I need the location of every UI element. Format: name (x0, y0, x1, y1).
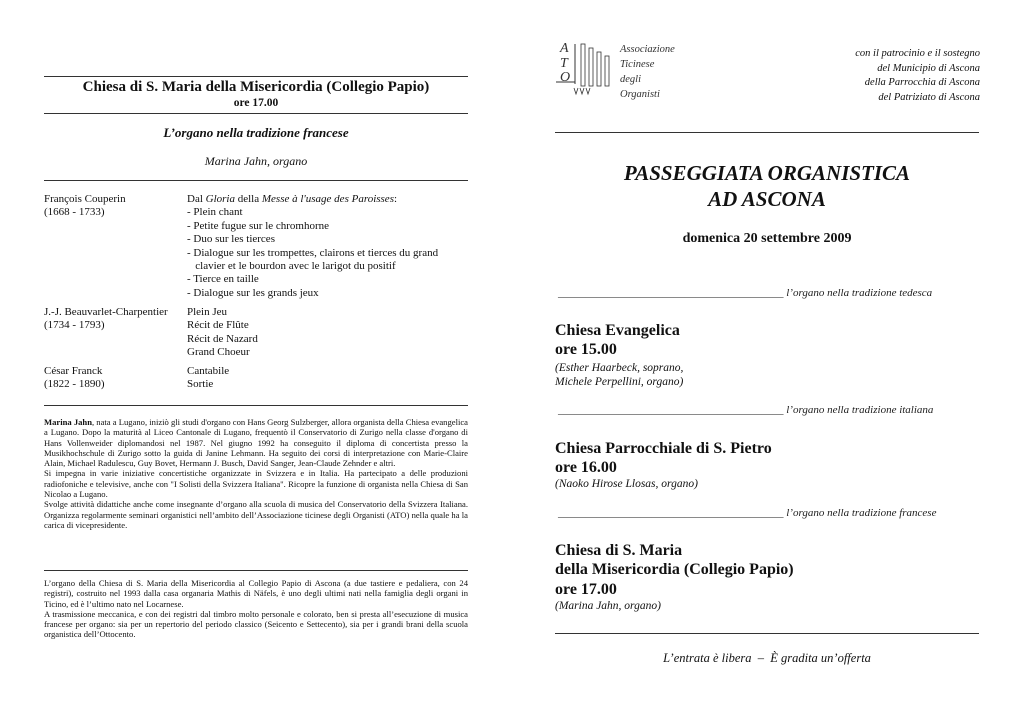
performer-biography (44, 417, 468, 530)
bio-name: Marina Jahn (44, 417, 92, 427)
bio-paragraph: Svolge attività didattiche anche come insegnante d’organo alla scuola di musica del Conservatorio della Svizzera Italiana. Organizza regolarmente seminari organistici nell’ambito dell’Associazione ticinese degli Organisti (ATO) nella quale ha la carica di vicepresidente. (44, 499, 468, 530)
tradition-label: _________________________________________ l’organo nella tradizione tedesca (558, 287, 933, 299)
composer-name: César Franck (44, 365, 103, 377)
piece: Cantabile (187, 365, 230, 377)
composer-dates: (1822 - 1890) (44, 378, 105, 391)
rule (44, 180, 468, 181)
tradition-label: _________________________________________ l’organo nella tradizione italiana (558, 404, 934, 416)
organ-note-paragraph: L’organo della Chiesa di S. Maria della Misericordia al Collegio Papio di Ascona (a due tastiere e pedaliera, con 24 registri), costruito nel 1993 dalla casa organaria Mathis di Näfels, è uno degli ultimi nati nella famiglia degli organi in Ticino, ed è l’ultimo nato nel Locarnese. (44, 578, 468, 609)
piece: Plein Jeu (187, 306, 228, 318)
concert-title: della Misericordia (Collegio Papio) (555, 561, 794, 578)
piece-intro: Dal Gloria della Messe à l'usage des Paroisses: (187, 193, 398, 205)
concert-title: Chiesa di S. Maria (555, 542, 683, 559)
rule (44, 570, 468, 571)
footer-note: L’entrata è libera – È gradita un’offerta (663, 651, 871, 665)
concert-time: ore 17.00 (555, 581, 617, 598)
piece: - Petite fugue sur le chromhorne (187, 219, 330, 232)
rule (44, 405, 468, 406)
concert-performers: (Marina Jahn, organo) (555, 600, 661, 612)
tradition-label: _________________________________________ l’organo nella tradizione francese (558, 507, 937, 519)
top-rule (44, 76, 468, 77)
rule (44, 113, 468, 114)
concert-performers: (Naoko Hirose Llosas, organo) (555, 478, 698, 490)
ato-logo (555, 42, 685, 108)
piece: - Dialogue sur les trompettes, clairons et tierces du grand (187, 246, 439, 259)
bio-paragraph: Si impegna in varie iniziative concertistiche organizzate in Svizzera e in Italia. Ha partecipato a delle produzioni radiofoniche e televisive, anche con "I Solisti della Svizzera Italiana". Ricopre la funzione di organista nella Chiesa di San Nicolao a Lugano. (44, 468, 468, 500)
piece: Grand Choeur (187, 346, 250, 359)
piece: - Tierce en taille (187, 273, 259, 286)
event-date: domenica 20 settembre 2009 (682, 231, 852, 246)
concert-title: Chiesa Evangelica (555, 322, 680, 339)
event-title: PASSEGGIATA ORGANISTICA AD ASCONA (623, 161, 911, 211)
composer-dates: (1668 - 1733) (44, 206, 105, 219)
organ-note (44, 578, 468, 640)
composer-name: J.-J. Beauvarlet-Charpentier (44, 306, 168, 318)
patronage: con il patrocinio e il sostegno del Municipio di Ascona della Parrocchia di Ascona del Patriziato di Ascona (855, 48, 980, 103)
organ-note-paragraph: A trasmissione meccanica, e con dei registri dal timbro molto personale e colorato, ben si presta all’esecuzione di musica francese per organo: sia per un repertorio del periodo classico (Seicento e Settecento), sia per i grandi brani della scuola organistica dell’Ottocento. (44, 608, 468, 640)
bio-text: , nata a Lugano, iniziò gli studi d'organo con Hans Georg Sulzberger, allora organista della Chiesa evangelica a Lugano. Dopo la maturità al Liceo Cantonale di Lugano, frequentò il Conservatorio di Zurigo nella classe d'organo di Hans Vollenweider diplomandosi nel 1987. Nel giugno 1992 ha conseguito il diploma di concertista presso la Musikhochschule di Zurigo sotto la guida di Janine Lehmann. Ha seguito dei corsi di interpretazione con Marie-Claire Alain, Michael Radulescu, Guy Bovet, Hermann J. Busch, David Sanger, Jean-Claude Zehnder e altri. (44, 417, 468, 469)
organ-pipes-icon (555, 42, 619, 102)
concert-theme: L’organo nella tradizione francese (163, 125, 349, 140)
concert-performers: (Esther Haarbeck, soprano, (555, 362, 684, 374)
logo-letters: A T O (560, 41, 571, 85)
composer-name: François Couperin (44, 193, 126, 205)
piece: - Plein chant (187, 206, 243, 219)
composer-dates: (1734 - 1793) (44, 319, 105, 332)
piece: clavier et le bourdon avec le larigot du positif (187, 260, 396, 273)
piece: - Dialogue sur les grands jeux (187, 286, 319, 299)
concert-time: ore 17.00 (233, 97, 279, 109)
rule (555, 132, 979, 133)
performer: Marina Jahn, organo (204, 154, 308, 168)
concert-time: ore 15.00 (555, 341, 617, 358)
piece: Récit de Flûte (187, 319, 249, 332)
piece: Récit de Nazard (187, 332, 258, 345)
concert-title: Chiesa Parrocchiale di S. Pietro (555, 440, 772, 457)
concert-time: ore 16.00 (555, 459, 617, 476)
piece: - Duo sur les tierces (187, 233, 275, 246)
logo-text: Associazione Ticinese degli Organisti (620, 44, 675, 100)
concert-church-title: Chiesa di S. Maria della Misericordia (Collegio Papio) (82, 79, 430, 95)
piece: Sortie (187, 378, 214, 391)
rule (555, 633, 979, 634)
concert-performers: Michele Perpellini, organo) (555, 376, 684, 388)
